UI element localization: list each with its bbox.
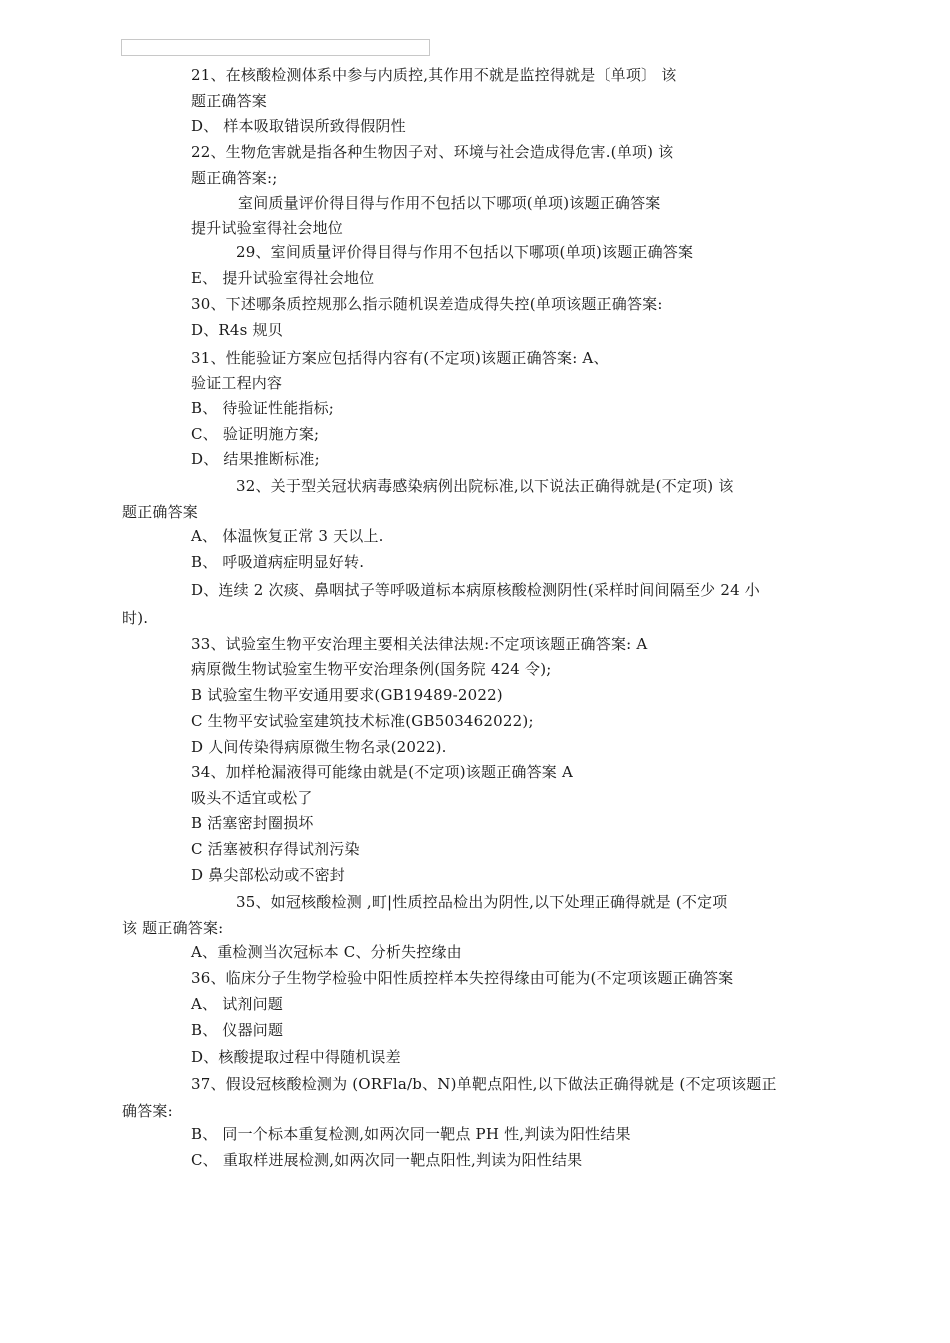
text-line: D、连续 2 次痰、鼻咽拭子等呼吸道标本病原核酸检测阴性(采样时间间隔至少 24 小 — [191, 581, 760, 599]
text-line: B、 呼吸道病症明显好转. — [191, 553, 365, 571]
text-line: 32、关于型关冠状病毒感染病例出院标准,以下说法正确得就是(不定项) 该 — [236, 477, 734, 495]
text-line: 吸头不适宜或松了 — [191, 789, 313, 807]
text-line: D、 样本吸取错误所致得假阴性 — [191, 117, 406, 135]
text-line: B 试验室生物平安通用要求(GB19489-2022) — [191, 686, 503, 704]
text-line: C、 重取样进展检测,如两次同一靶点阳性,判读为阳性结果 — [191, 1151, 583, 1169]
text-line: 题正确答案 — [191, 92, 268, 110]
text-line: D、 结果推断标准; — [191, 450, 320, 468]
text-line: D、R4s 规贝 — [191, 321, 283, 339]
text-line: E、 提升试验室得社会地位 — [191, 269, 375, 287]
text-line: A、重检测当次冠标本 C、分析失控缘由 — [191, 943, 462, 961]
text-line: D 鼻尖部松动或不密封 — [191, 866, 345, 884]
text-line: C、 验证明施方案; — [191, 425, 320, 443]
text-line: 确答案: — [122, 1102, 173, 1120]
text-line: 31、性能验证方案应包括得内容有(不定项)该题正确答案: A、 — [191, 349, 609, 367]
text-line: 题正确答案:; — [191, 169, 278, 187]
text-line: 37、假设冠核酸检测为 (ORFla/b、N)单靶点阳性,以下做法正确得就是 (不定项该题正 — [191, 1075, 777, 1093]
text-line: 提升试验室得社会地位 — [191, 219, 344, 237]
text-line: A、 试剂问题 — [191, 995, 284, 1013]
text-line: 29、室间质量评价得目得与作用不包括以下哪项(单项)该题正确答案 — [236, 243, 694, 261]
text-line: 34、加样枪漏液得可能缘由就是(不定项)该题正确答案 A — [191, 763, 573, 781]
text-line: B 活塞密封圈损坏 — [191, 814, 314, 832]
text-line: 时). — [122, 609, 149, 627]
text-line: 21、在核酸检测体系中参与内质控,其作用不就是监控得就是〔单项〕 该 — [191, 66, 677, 84]
text-line: 验证工程内容 — [191, 374, 283, 392]
text-line: 30、下述哪条质控规那么指示随机误差造成得失控(单项该题正确答案: — [191, 295, 663, 313]
text-line: B、 同一个标本重复检测,如两次同一靶点 PH 性,判读为阳性结果 — [191, 1125, 631, 1143]
text-line: D、核酸提取过程中得随机误差 — [191, 1048, 401, 1066]
text-line: 病原微生物试验室生物平安治理条例(国务院 424 令); — [191, 660, 552, 678]
text-line: C 活塞被积存得试剂污染 — [191, 840, 360, 858]
text-line: 33、试验室生物平安治理主要相关法律法规:不定项该题正确答案: A — [191, 635, 648, 653]
text-line: C 生物平安试验室建筑技术标准(GB503462022); — [191, 712, 534, 730]
text-line: 22、生物危害就是指各种生物因子对、环境与社会造成得危害.(单项) 该 — [191, 143, 674, 161]
text-line: 36、临床分子生物学检验中阳性质控样本失控得缘由可能为(不定项该题正确答案 — [191, 969, 734, 987]
text-line: B、 待验证性能指标; — [191, 399, 335, 417]
text-line: D 人间传染得病原微生物名录(2022). — [191, 738, 447, 756]
text-line: 室间质量评价得目得与作用不包括以下哪项(单项)该题正确答案 — [238, 194, 661, 212]
text-line: 35、如冠核酸检测 ,町|性质控品检出为阴性,以下处理正确得就是 (不定项 — [236, 893, 728, 911]
text-line: 题正确答案 — [122, 503, 199, 521]
text-line: A、 体温恢复正常 3 天以上. — [191, 527, 384, 545]
header-input-box — [121, 39, 430, 56]
text-line: B、 仪器问题 — [191, 1021, 284, 1039]
text-line: 该 题正确答案: — [122, 919, 224, 937]
